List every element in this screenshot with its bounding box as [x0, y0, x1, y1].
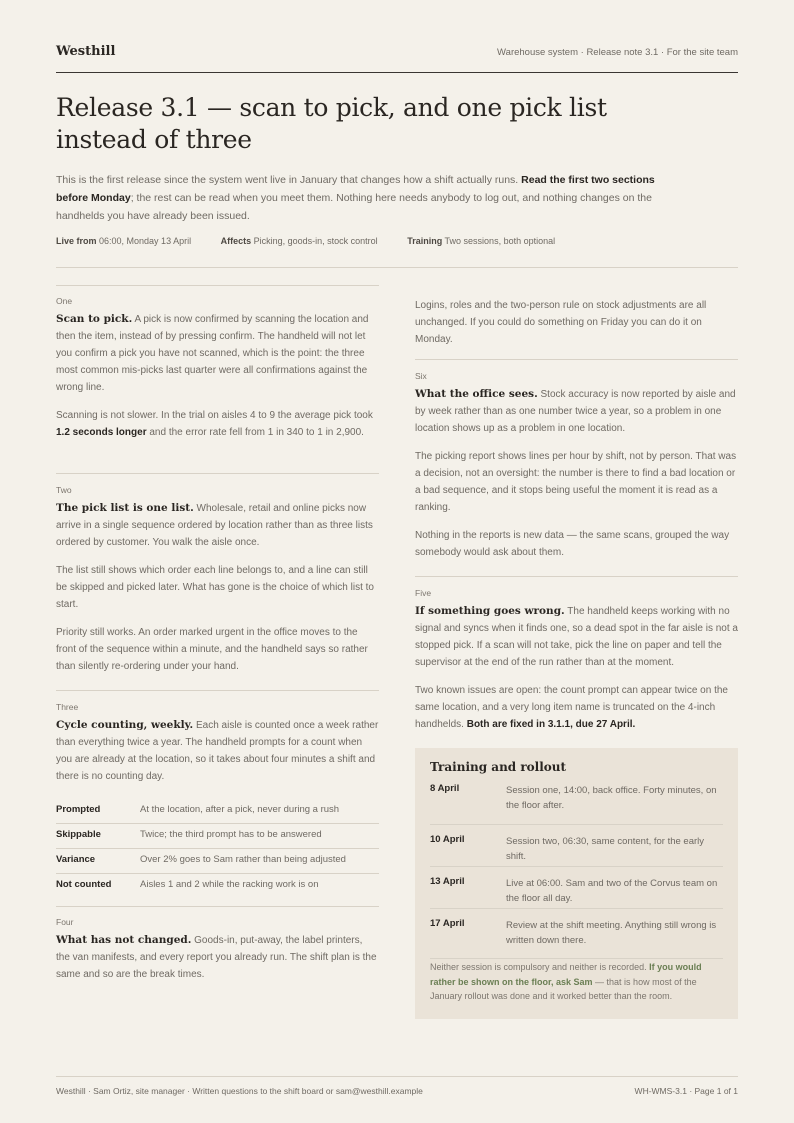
release-meta [56, 236, 582, 246]
divider [56, 473, 379, 474]
section-paragraph: Cycle counting, weekly. Each aisle is counted once a week rather than everything twice a year. The handheld prompts for a count when you are already at the location, so it takes about four minutes a shift and there is no counting day. [56, 719, 379, 782]
section-paragraph: Priority still works. An order marked urgent in the office moves to the front of the sequence within a minute, and the handheld says so rather than silently re-ordering under your hand. [56, 627, 368, 672]
section-label: One [56, 296, 73, 306]
page-title: Release 3.1 — scan to pick, and one pick list instead of three [56, 93, 607, 154]
intro-paragraph [56, 171, 671, 225]
section-paragraph: Logins, roles and the two-person rule on stock adjustments are all unchanged. If you could do something on Friday you can do it on Monday. [415, 300, 707, 345]
footer-page-info: WH-WMS-3.1 · Page 1 of 1 [634, 1086, 738, 1096]
divider [56, 267, 738, 268]
divider [415, 359, 738, 360]
section-five [415, 588, 738, 733]
section-heading: Cycle counting, weekly. [56, 719, 194, 731]
schedule-row: 17 April Review at the shift meeting. Anything still wrong is written down there. [430, 909, 723, 959]
section-two [56, 485, 379, 675]
section-four [56, 917, 379, 983]
section-six [415, 371, 738, 561]
meta-training: Training Two sessions, both optional [407, 236, 556, 246]
section-heading: Scan to pick. [56, 313, 133, 325]
table-row: Skippable Twice; the third prompt has to be answered [56, 824, 379, 849]
section-heading: If something goes wrong. [415, 605, 565, 617]
header-meta: Warehouse system · Release note 3.1 · For the site team [497, 47, 738, 58]
section-label: Four [56, 917, 74, 927]
table-row: Prompted At the location, after a pick, never during a rush [56, 799, 379, 824]
panel-title: Training and rollout [430, 760, 567, 774]
schedule-row: 10 April Session two, 06:30, same content, for the early shift. [430, 825, 723, 867]
meta-affects: Affects Picking, goods-in, stock control [220, 236, 378, 246]
section-paragraph: Scan to pick. A pick is now confirmed by scanning the location and then the item, instead of by pressing confirm. The handheld will not let you confirm a pick you have not scanned, which is the point: the three most common mis-picks last quarter were all confirmations against the wrong line. [56, 313, 369, 393]
release-note-page [56, 0, 738, 1123]
rollout-schedule [430, 783, 723, 959]
intro-text: This is the first release since the system went live in January that changes how a shift actually runs. [56, 174, 522, 186]
section-paragraph: The pick list is one list. Wholesale, retail and online picks now arrive in a single sequence ordered by location rather than as three lists ordered by customer. You walk the aisle once. [56, 502, 373, 548]
meta-live: Live from 06:00, Monday 13 April [56, 236, 192, 246]
section-heading: What has not changed. [56, 934, 192, 946]
footer-contact: Westhill · Sam Ortiz, site manager · Written questions to the shift board or sam@westhill.example [56, 1086, 423, 1096]
section-paragraph: If something goes wrong. The handheld keeps working with no signal and syncs when it finds one, so a dead spot in the far aisle is not a stopped pick. If a scan will not take, pick the line on paper and tell the supervisor at the end of the run rather than at the moment. [415, 605, 738, 668]
page-header [56, 44, 738, 73]
section-heading: What the office sees. [415, 388, 538, 400]
section-label: Two [56, 485, 72, 495]
section-paragraph: The list still shows which order each line belongs to, and a line can still be skipped and picked later. What has gone is the choice of which list to start. [56, 565, 374, 610]
section-paragraph: What has not changed. Goods-in, put-away, the label printers, the van manifests, and every report you already run. The shift plan is the same and so are the break times. [56, 934, 377, 980]
intro-text-cont: ; the rest can be read when you meet them. Nothing here needs anybody to log out, and nothing changes on the handhelds you have already been issued. [56, 192, 652, 222]
training-rollout-panel [415, 748, 738, 1019]
section-paragraph: What the office sees. Stock accuracy is now reported by aisle and by week rather than as one number twice a year, so a problem in one location shows up as a problem in one location. [415, 388, 736, 434]
section-four-continued [415, 297, 738, 348]
divider [415, 576, 738, 577]
section-one [56, 296, 379, 441]
section-label: Six [415, 371, 427, 381]
section-heading: The pick list is one list. [56, 502, 194, 514]
section-label: Five [415, 588, 432, 598]
page-footer [56, 1076, 738, 1096]
table-row: Variance Over 2% goes to Sam rather than being adjusted [56, 849, 379, 874]
section-paragraph: Two known issues are open: the count prompt can appear twice on the same location, and a very long item name is truncated on the 4-inch handhelds. Both are fixed in 3.1.1, due 27 April. [415, 685, 728, 730]
cycle-count-table [56, 799, 379, 898]
divider [56, 690, 379, 691]
divider [56, 906, 379, 907]
section-paragraph: Scanning is not slower. In the trial on aisles 4 to 9 the average pick took 1.2 seconds longer and the error rate fell from 1 in 340 to 1 in 2,900. [56, 410, 373, 438]
divider [56, 285, 379, 286]
table-row: Not counted Aisles 1 and 2 while the racking work is on [56, 879, 319, 890]
intro-emphasis: Read the first two sections before Monday [56, 174, 655, 204]
section-paragraph: Nothing in the reports is new data — the same scans, grouped the way somebody would ask about them. [415, 530, 730, 558]
brand-logo-text: Westhill [56, 44, 116, 59]
schedule-row: 13 April Live at 06:00. Sam and two of the Corvus team on the floor all day. [430, 867, 723, 909]
section-label: Three [56, 702, 79, 712]
section-three [56, 702, 379, 785]
section-paragraph: The picking report shows lines per hour by shift, not by person. That was a decision, not an oversight: the number is there to find a bad location or a bad sequence, and it stops being useful the moment it is read as a ranking. [415, 451, 737, 513]
training-note: Neither session is compulsory and neither is recorded. If you would rather be shown on the floor, ask Sam — that is how most of the January rollout was done and it worked better than the room. [430, 962, 702, 1001]
schedule-row: 8 April Session one, 14:00, back office. Forty minutes, on the floor after. [430, 783, 723, 825]
